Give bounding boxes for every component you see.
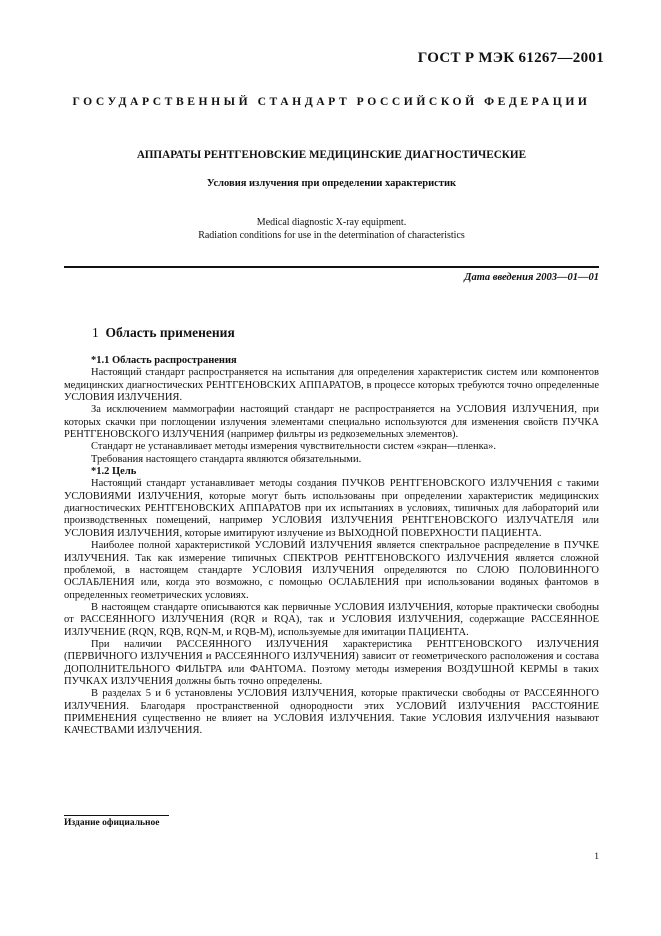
document-subtitle: Условия излучения при определении характеристик [206,178,457,189]
subsection-heading: *1.1 Область распространения [91,355,237,366]
footer-divider [64,815,169,816]
paragraph: Настоящий стандарт распространяется на испытания для определения характеристик систем или компонентов медицинских диагностических РЕНТГЕНОВСКИХ АППАРАТОВ, в процессе которых требуются точно определенные УСЛОВИЯ ИЗЛУЧЕНИЯ. [64,367,599,404]
paragraph: Наиболее полной характеристикой УСЛОВИЙ ИЗЛУЧЕНИЯ является спектральное распределение в ПУЧКЕ ИЗЛУЧЕНИЯ. Так как измерение типичных СПЕКТРОВ РЕНТГЕНОВСКОГО ИЗЛУЧЕНИЯ является сложной проблемой, в настоящем стандарте УСЛОВИЯ ИЗЛУЧЕНИЯ определяются по СЛОЮ ПОЛОВИННОГО ОСЛАБЛЕНИЯ или, когда это возможно, с помощью ОСЛАБЛЕНИЯ при использовании водяных фантомов в определенных геометрических условиях. [64,540,599,601]
english-title-line-1: Medical diagnostic X-ray equipment. [256,217,407,228]
section-body [64,355,599,738]
title-divider [64,266,599,268]
page-number: 1 [594,852,599,862]
paragraph: В настоящем стандарте описываются как первичные УСЛОВИЯ ИЗЛУЧЕНИЯ, которые практически свободны от РАССЕЯННОГО ИЗЛУЧЕНИЯ (RQR и RQA), так и УСЛОВИЯ ИЗЛУЧЕНИЯ, содержащие РАССЕЯННОЕ ИЗЛУЧЕНИЕ (RQN, RQB, RQN-M, и RQB-M), используемые для имитации ПАЦИЕНТА. [64,601,599,638]
paragraph: За исключением маммографии настоящий стандарт не распространяется на УСЛОВИЯ ИЗЛУЧЕНИЯ, при которых скачки при поглощении излучения элементами специально используются для изменения свойств ПУЧКА РЕНТГЕНОВСКОГО ИЗЛУЧЕНИЯ (например фильтры из редкоземельных элементов). [64,404,599,441]
state-standard-heading: ГОСУДАРСТВЕННЫЙ СТАНДАРТ РОССИЙСКОЙ ФЕДЕРАЦИИ [72,95,591,108]
paragraph: Требования настоящего стандарта являются обязательными. [91,453,362,465]
section-title: Область применения [105,325,235,340]
section-number: 1 [92,325,99,340]
section-heading [92,325,235,341]
document-title: АППАРАТЫ РЕНТГЕНОВСКИЕ МЕДИЦИНСКИЕ ДИАГНОСТИЧЕСКИЕ [136,149,527,161]
edition-note: Издание официальное [64,818,160,828]
standard-code: ГОСТ Р МЭК 61267—2001 [417,50,604,66]
paragraph: Стандарт не устанавливает методы измерения чувствительности систем «экран—пленка». [91,441,497,453]
subsection-heading: *1.2 Цель [91,466,137,478]
paragraph: В разделах 5 и 6 установлены УСЛОВИЯ ИЗЛУЧЕНИЯ, которые практически свободны от РАССЕЯННОГО ИЗЛУЧЕНИЯ. Благодаря пространственной однородности этих УСЛОВИЙ ИЗЛУЧЕНИЯ РАССТОЯНИЕ ПРИМЕНЕНИЯ существенно не влияет на УСЛОВИЯ ИЗЛУЧЕНИЯ. Такие УСЛОВИЯ ИЗЛУЧЕНИЯ называют КАЧЕСТВАМИ ИЗЛУЧЕНИЯ. [64,688,599,737]
effective-date: Дата введения 2003—01—01 [464,272,599,283]
english-title-line-2: Radiation conditions for use in the determination of characteristics [198,229,465,241]
paragraph: Настоящий стандарт устанавливает методы создания ПУЧКОВ РЕНТГЕНОВСКОГО ИЗЛУЧЕНИЯ с такими УСЛОВИЯМИ ИЗЛУЧЕНИЯ, которые могут быть использованы при определении характеристик медицинских диагностических РЕНТГЕНОВСКИХ АППАРАТОВ при их испытаниях в условиях, типичных для лабораторий или производственных помещений, например УСЛОВИЯ ИЗЛУЧЕНИЯ РЕНТГЕНОВСКОГО ИЗЛУЧАТЕЛЯ или УСЛОВИЯ ИЗЛУЧЕНИЯ, которые имитируют излучение из ВЫХОДНОЙ ПОВЕРХНОСТИ ПАЦИЕНТА. [64,478,599,539]
english-title [64,217,599,242]
paragraph: При наличии РАССЕЯННОГО ИЗЛУЧЕНИЯ характеристика РЕНТГЕНОВСКОГО ИЗЛУЧЕНИЯ (ПЕРВИЧНОГО ИЗЛУЧЕНИЯ и РАССЕЯННОГО ИЗЛУЧЕНИЯ) зависит от геометрического расположения и состава ДОПОЛНИТЕЛЬНОГО ФИЛЬТРА или ФАНТОМА. Поэтому методы измерения ВОЗДУШНОЙ КЕРМЫ в таких ПУЧКАХ ИЗЛУЧЕНИЯ должны быть точно определены. [64,638,599,687]
